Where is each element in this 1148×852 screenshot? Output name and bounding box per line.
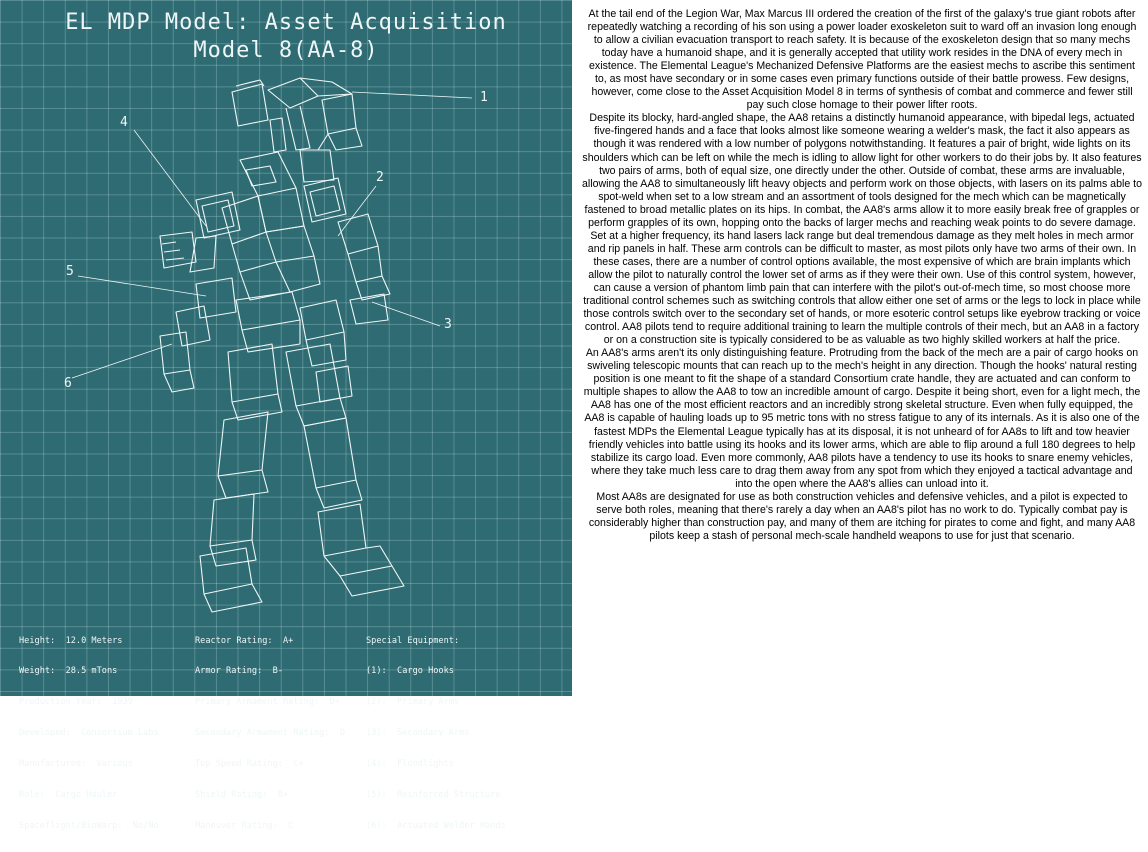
callout-2: 2 — [376, 170, 384, 185]
lore-article — [582, 8, 1142, 543]
spec-line: Primary Armament Rating: D+ — [195, 697, 340, 708]
specs-equipment — [366, 615, 506, 852]
spec-line: (2): Primary Arms — [366, 697, 460, 708]
spec-line: (1): Cargo Hooks — [366, 666, 454, 677]
spec-line: Role: Cargo Hauler — [19, 790, 118, 801]
blueprint-panel — [0, 0, 572, 831]
spec-line: Developed: Consortium Labs — [19, 728, 159, 739]
callout-4: 4 — [120, 115, 128, 130]
spec-line: (4): Floodlights — [366, 759, 454, 770]
spec-line: Top Speed Rating: C+ — [195, 759, 304, 770]
article-paragraph: Despite its blocky, hard-angled shape, the AA8 retains a distinctly humanoid appearance, with bipedal legs, actuated five-fingered hands and a face that looks almost like someone wearing a welder's mask, the fact it also appears as though it was rendered with a low number of polygons notwithstanding. It features a pair of bright, wide lights on its shoulders which can be left on while the mech is idling to allow light for other workers to do their jobs by. It also features two pairs of arms, both of equal size, one directly under the other. Outside of combat, these arms are invaluable, allowing the AA8 to simultaneously lift heavy objects and perform work on those objects, with lasers on its palms able to spot-weld when set to a low stream and an assortment of tools designed for the mech which can be magnetically fastened to broad metallic plates on its hips. In combat, the AA8's arms allow it to more easily break free of grapples or perform grapples of its own, hopping onto the backs of larger mechs and reaching weak points to do severe damage. Set at a higher frequency, its hand lasers lack range but deal tremendous damage as they melt holes in mech armor and rip panels in half. These arm controls can be difficult to master, as most pilots only have two arms of their own. In these cases, there are a number of control options available, the most expensive of which are brain implants which allow the pilot to naturally control the lower set of arms as if they were their own. Use of this control system, however, can cause a version of phantom limb pain that can interfere with the pilot's out-of-mech time, so most choose more traditional control schemes such as switching controls that allow either one set of arms or the legs to lock in place while those controls switch over to the secondary set of hands, or more esoteric control setups like eyebrow tracking or voice control. AA8 pilots tend to require additional training to learn the multiple controls of their mech, but an AA8 in a factory or on a construction site is typically considered to be as valuable as two highly skilled workers at half the price. — [582, 112, 1142, 347]
spec-line: Spaceflight/BioWarp: No/No — [19, 820, 159, 831]
callout-5: 5 — [66, 264, 74, 279]
spec-line: Secondary Armament Rating: D — [195, 728, 346, 739]
spec-line: Weight: 28.5 mTons — [19, 666, 118, 677]
specs-ratings — [195, 615, 345, 852]
callout-6: 6 — [64, 376, 72, 391]
article-paragraph: Most AA8s are designated for use as both construction vehicles and defensive vehicles, and a pilot is expected to serve both roles, meaning that there's rarely a day when an AA8's pilot has no work to do. Typically combat pay is considerably higher than construction pay, and many of them are itching for pirates to come and fight, and many AA8 pilots keep a stash of personal mech-scale handheld weapons to use for just that scenario. — [588, 490, 1136, 542]
article-paragraph: An AA8's arms aren't its only distinguishing feature. Protruding from the back of the mech are a pair of cargo hooks on swiveling telescopic mounts that can reach up to the mech's height in any direction. Though the hooks' natural resting position is one meant to fit the shape of a standard Consortium crate handle, they are actuated and can conform to multiple shapes to allow the AA8 to tow an incredible amount of cargo. Despite it being short, even for a light mech, the AA8 has one of the most efficient reactors and an incredibly strong skeletal structure. Even when fully equipped, the AA8 is capable of hauling loads up to 95 metric tons with no stress fatigue to any of its internals. As it is also one of the fastest MDPs the Elemental League typically has at its disposal, it is not unheard of for AA8s to lift and tow heavier friendly vehicles into battle using its hooks and its lower arms, which are able to flip around a full 180 degrees to help stabilize its cargo load. Even more commonly, AA8 pilots have a tendency to use its hooks to snare enemy vehicles, where they take much less care to drag them away from any spot from which they enjoyed a tactical advantage and into the open where the AA8's allies can unload into it. — [583, 347, 1141, 490]
spec-line: Manufactured: Various — [19, 759, 133, 770]
cargo-hooks — [232, 78, 362, 182]
spec-line: (6): Actuated Welder Hands — [366, 820, 506, 831]
article-paragraph: At the tail end of the Legion War, Max Marcus III ordered the creation of the first of the galaxy's true giant robots after repeatedly watching a recording of his son using a power loader exoskeleton suit to ward off an invasion long enough to allow a civilian evacuation transport to reach safety. It is because of the exoskeleton design that so many mechs today have a humanoid shape, and it is generally accepted that utility work resides in the DNA of every mech in existence. The Elemental League's Mechanized Defensive Platforms are the easiest mechs to ascribe this sentiment to, as most have secondary or in some cases even primary functions outside of their battle prowess. Few designs, however, come close to the Asset Acquisition Model 8 in terms of synthesis of combat and commerce and fewer still pay such close homage to their power lifter roots. — [587, 8, 1137, 112]
spec-line: Height: 12.0 Meters — [19, 635, 123, 646]
callout-1: 1 — [480, 90, 488, 105]
spec-line: Reactor Rating: A+ — [195, 635, 294, 646]
specs-physical — [19, 615, 159, 852]
shoulder-floodlights — [196, 178, 346, 238]
blueprint-title: EL MDP Model: Asset Acquisition — [65, 10, 507, 35]
legs — [200, 344, 404, 612]
spec-line: Shield Rating: B+ — [195, 790, 289, 801]
spec-line: (5): Reinforced Structure — [366, 790, 501, 801]
spec-line: Production Year: 1939 — [19, 697, 133, 708]
callout-3: 3 — [444, 317, 452, 332]
spec-line: Special Equipment: — [366, 635, 460, 646]
spec-line: (3): Secondary Arms — [366, 728, 470, 739]
spec-line: Armor Rating: B- — [195, 666, 283, 677]
blueprint-subtitle: Model 8(AA-8) — [193, 38, 379, 63]
spec-line: Maneuver Rating: C — [195, 820, 294, 831]
